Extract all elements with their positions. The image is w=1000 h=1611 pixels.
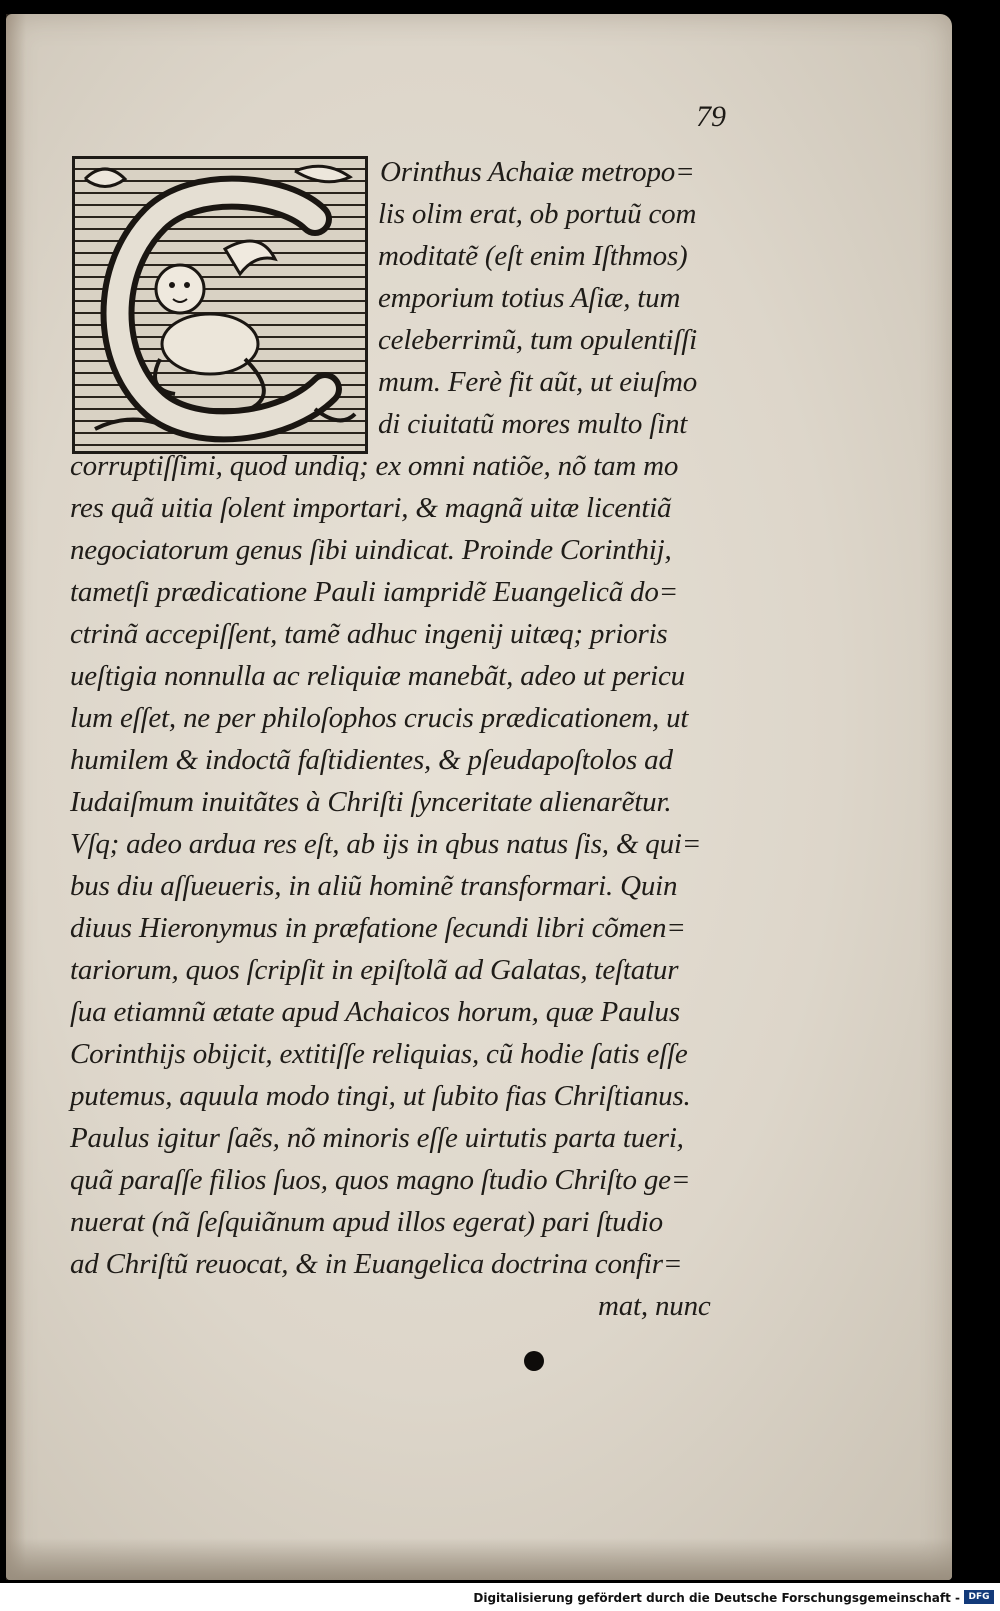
text-line: Iudaiſmum inuitãtes à Chriſti ſynceritate alienarẽtur. xyxy=(70,786,672,818)
footer-credit: Digitalisierung gefördert durch die Deutsche Forschungsgemeinschaft - xyxy=(473,1591,960,1605)
text-line: putemus, aquula modo tingi, ut ſubito fias Chriſtianus. xyxy=(70,1080,691,1112)
text-line: ctrinã accepiſſent, tamẽ adhuc ingenij uitæq; prioris xyxy=(70,618,668,650)
text-line: tametſi prædicatione Pauli iampridẽ Euangelicã do= xyxy=(70,576,679,608)
text-line: Vſq; adeo ardua res eſt, ab ijs in qbus natus ſis, & qui= xyxy=(70,828,702,860)
page-bottom-edge xyxy=(6,1538,952,1580)
text-line: quã paraſſe filios ſuos, quos magno ſtudio Chriſto ge= xyxy=(70,1164,691,1196)
text-line: corruptiſſimi, quod undiq; ex omni natiõe, nõ tam mo xyxy=(70,450,679,482)
page-gutter-shadow xyxy=(6,14,26,1580)
text-line: ueſtigia nonnulla ac reliquiæ manebãt, adeo ut pericu xyxy=(70,660,685,692)
text-line: ad Chriſtũ reuocat, & in Euangelica doctrina confir= xyxy=(70,1248,683,1280)
text-line: celeberrimũ, tum opulentiſſi xyxy=(378,324,697,356)
text-line: emporium totius Aſiæ, tum xyxy=(378,282,681,314)
text-line: mum. Ferè fit aũt, ut eiuſmo xyxy=(378,366,697,398)
text-line: diuus Hieronymus in præfatione ſecundi libri cõmen= xyxy=(70,912,686,944)
text-line: Orinthus Achaiæ metropo= xyxy=(380,156,695,188)
text-line: di ciuitatũ mores multo ſint xyxy=(378,408,688,440)
text-line: negociatorum genus ſibi uindicat. Proinde Corinthij, xyxy=(70,534,672,566)
text-line: res quã uitia ſolent importari, & magnã uitæ licentiã xyxy=(70,492,672,524)
text-line: moditatẽ (eſt enim Iſthmos) xyxy=(378,240,688,272)
text-line: tariorum, quos ſcripſit in epiſtolã ad Galatas, teſtatur xyxy=(70,954,679,986)
dfg-logo: DFG xyxy=(964,1590,994,1604)
woodcut-initial-illustration xyxy=(75,159,365,451)
page-number: 79 xyxy=(696,100,726,133)
text-line: ſua etiamnũ ætate apud Achaicos horum, quæ Paulus xyxy=(70,996,680,1028)
text-line: Corinthijs obijcit, extitiſſe reliquias, cũ hodie ſatis eſſe xyxy=(70,1038,688,1070)
text-line: humilem & indoctã faſtidientes, & pſeudapoſtolos ad xyxy=(70,744,673,776)
catchword-line: mat, nunc xyxy=(598,1290,711,1322)
digitization-footer xyxy=(0,1583,1000,1611)
text-line: nuerat (nã ſeſquiãnum apud illos egerat) pari ſtudio xyxy=(70,1206,663,1238)
text-line: Paulus igitur ſaẽs, nõ minoris eſſe uirtutis parta tueri, xyxy=(70,1122,684,1154)
decorated-initial-c xyxy=(72,156,368,454)
text-line: lis olim erat, ob portuũ com xyxy=(378,198,697,230)
ink-dot xyxy=(524,1351,544,1371)
text-line: lum eſſet, ne per philoſophos crucis prædicationem, ut xyxy=(70,702,689,734)
text-line: bus diu aſſueueris, in aliũ hominẽ transformari. Quin xyxy=(70,870,678,902)
